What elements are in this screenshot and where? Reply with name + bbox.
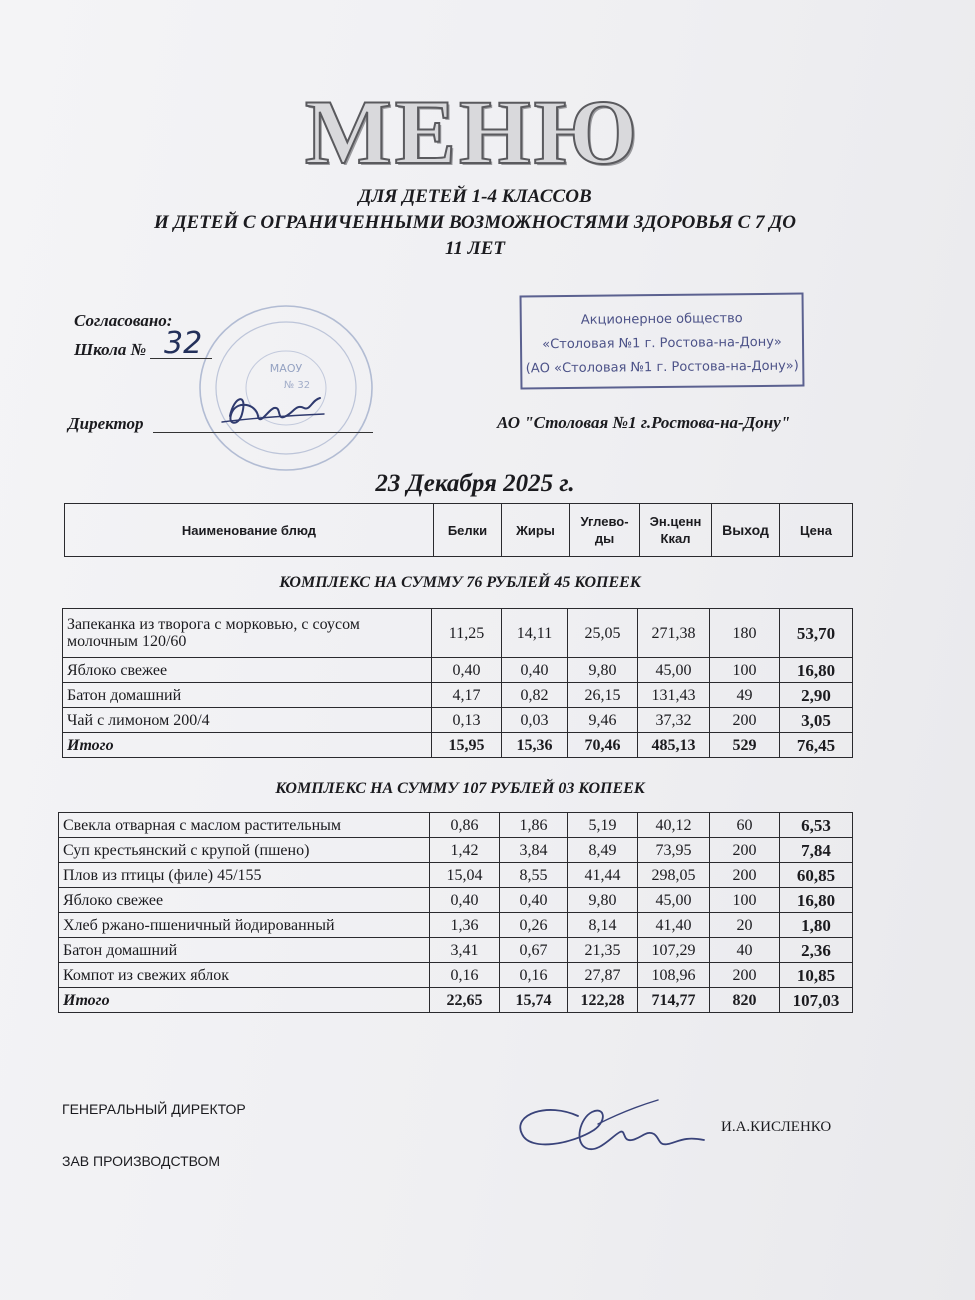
table-row [63,683,853,708]
fat-value: 0,16 [500,963,568,988]
protein-value: 3,41 [430,938,500,963]
price-value: 16,80 [780,888,853,913]
dish-name: Суп крестьянский с крупой (пшено) [59,838,430,863]
director-label: Директор [68,414,144,433]
price-value: 60,85 [780,863,853,888]
col-energy-1: Эн.ценн [649,514,702,529]
director-signature-icon [212,386,332,436]
protein-value: 1,36 [430,913,500,938]
fat-value: 3,84 [500,838,568,863]
price-value: 16,80 [780,658,853,683]
carbs-value: 8,14 [568,913,638,938]
table-row [63,658,853,683]
col-energy-2: Ккал [660,531,691,546]
energy-value: 107,29 [638,938,710,963]
carbs-value: 9,80 [568,658,638,683]
protein-value: 4,17 [432,683,502,708]
fat-value: 0,40 [500,888,568,913]
price-value: 2,90 [780,683,853,708]
dish-name: Чай с лимоном 200/4 [63,708,432,733]
table-row [59,888,853,913]
energy-value: 298,05 [638,863,710,888]
total-protein: 15,95 [432,733,502,758]
total-row [63,733,853,758]
col-protein: Белки [434,504,502,557]
col-output: Выход [712,504,780,557]
organization-name: АО "Столовая №1 г.Ростова-на-Дону" [497,413,791,432]
organization-stamp [520,293,805,390]
output-value: 200 [710,863,780,888]
dish-name: Батон домашний [59,938,430,963]
price-value: 7,84 [780,838,853,863]
total-price: 76,45 [780,733,853,758]
complex-1-table [62,608,853,758]
menu-subtitle [40,184,910,262]
output-value: 49 [710,683,780,708]
total-protein: 22,65 [430,988,500,1013]
table-row [59,863,853,888]
output-value: 60 [710,813,780,838]
price-value: 10,85 [780,963,853,988]
dish-name: Хлеб ржано-пшеничный йодированный [59,913,430,938]
agreed-label: Согласовано: [74,311,173,330]
protein-value: 15,04 [430,863,500,888]
production-head-label: ЗАВ ПРОИЗВОДСТВОМ [62,1153,221,1169]
output-value: 20 [710,913,780,938]
fat-value: 8,55 [500,863,568,888]
price-value: 1,80 [780,913,853,938]
energy-value: 37,32 [638,708,710,733]
col-carbs [570,504,640,557]
stamp-line-2: «Столовая №1 г. Ростова-на-Дону» [542,334,782,353]
energy-value: 131,43 [638,683,710,708]
fat-value: 0,26 [500,913,568,938]
col-energy [640,504,712,557]
stamp-line-1: Акционерное общество [580,311,743,328]
energy-value: 45,00 [638,658,710,683]
dish-name: Плов из птицы (филе) 45/155 [59,863,430,888]
general-director-label: ГЕНЕРАЛЬНЫЙ ДИРЕКТОР [62,1101,246,1117]
total-energy: 485,13 [638,733,710,758]
output-value: 200 [710,838,780,863]
stamp-line-3: (АО «Столовая №1 г. Ростова-на-Дону») [525,358,799,377]
carbs-value: 26,15 [568,683,638,708]
carbs-value: 9,80 [568,888,638,913]
price-value: 2,36 [780,938,853,963]
seal-text: МАОУ [269,362,303,375]
table-row [63,609,853,658]
menu-date: 23 Декабря 2025 г. [375,470,575,497]
energy-value: 41,40 [638,913,710,938]
carbs-value: 41,44 [568,863,638,888]
dish-name: Компот из свежих яблок [59,963,430,988]
col-name: Наименование блюд [65,504,434,557]
output-value: 100 [710,888,780,913]
table-row [59,838,853,863]
energy-value: 108,96 [638,963,710,988]
dish-name: Яблоко свежее [59,888,430,913]
col-carbs-2: ды [594,531,615,546]
total-carbs: 122,28 [568,988,638,1013]
total-label: Итого [59,988,430,1013]
carbs-value: 8,49 [568,838,638,863]
fat-value: 0,67 [500,938,568,963]
subtitle-line-2: И ДЕТЕЙ С ОГРАНИЧЕННЫМИ ВОЗМОЖНОСТЯМИ ЗДОРОВЬЯ С 7 ДО [154,212,796,233]
carbs-value: 21,35 [568,938,638,963]
fat-value: 0,82 [502,683,568,708]
complex-2-table [58,812,853,1013]
subtitle-line-1: ДЛЯ ДЕТЕЙ 1-4 КЛАССОВ [358,186,592,207]
dish-name: Свекла отварная с маслом растительным [59,813,430,838]
total-fat: 15,36 [502,733,568,758]
price-value: 53,70 [780,609,853,658]
menu-title: МЕНЮ [304,81,641,183]
col-carbs-1: Углево- [580,514,629,529]
protein-value: 1,42 [430,838,500,863]
column-header-table [64,503,853,557]
fat-value: 14,11 [502,609,568,658]
protein-value: 0,40 [432,658,502,683]
subtitle-line-3: 11 ЛЕТ [444,238,505,259]
col-fat: Жиры [502,504,570,557]
signer-name: И.А.КИСЛЕНКО [721,1119,832,1135]
dish-name: Яблоко свежее [63,658,432,683]
table-row [63,708,853,733]
total-fat: 15,74 [500,988,568,1013]
table-row [59,938,853,963]
seal-text-number: № 32 [283,380,311,391]
total-label: Итого [63,733,432,758]
protein-value: 0,86 [430,813,500,838]
fat-value: 0,40 [502,658,568,683]
dish-name: Запеканка из творога с морковью, с соусом молочным 120/60 [63,609,432,658]
carbs-value: 9,46 [568,708,638,733]
output-value: 40 [710,938,780,963]
total-carbs: 70,46 [568,733,638,758]
total-row [59,988,853,1013]
fat-value: 1,86 [500,813,568,838]
table-row [59,913,853,938]
carbs-value: 5,19 [568,813,638,838]
protein-value: 0,13 [432,708,502,733]
energy-value: 271,38 [638,609,710,658]
total-price: 107,03 [780,988,853,1013]
dish-name: Батон домашний [63,683,432,708]
total-output: 820 [710,988,780,1013]
output-value: 200 [710,708,780,733]
table-row [59,963,853,988]
output-value: 200 [710,963,780,988]
fat-value: 0,03 [502,708,568,733]
school-label: Школа № [74,340,147,359]
school-number: 32 [164,326,203,361]
carbs-value: 27,87 [568,963,638,988]
energy-value: 73,95 [638,838,710,863]
table-row [59,813,853,838]
complex-1-title: КОМПЛЕКС НА СУММУ 76 РУБЛЕЙ 45 КОПЕЕК [279,574,641,591]
energy-value: 45,00 [638,888,710,913]
carbs-value: 25,05 [568,609,638,658]
energy-value: 40,12 [638,813,710,838]
price-value: 3,05 [780,708,853,733]
general-director-signature-icon [508,1096,718,1168]
complex-2-title: КОМПЛЕКС НА СУММУ 107 РУБЛЕЙ 03 КОПЕЕК [275,780,645,797]
protein-value: 11,25 [432,609,502,658]
price-value: 6,53 [780,813,853,838]
total-output: 529 [710,733,780,758]
output-value: 100 [710,658,780,683]
protein-value: 0,16 [430,963,500,988]
output-value: 180 [710,609,780,658]
total-energy: 714,77 [638,988,710,1013]
col-price: Цена [780,504,853,557]
protein-value: 0,40 [430,888,500,913]
